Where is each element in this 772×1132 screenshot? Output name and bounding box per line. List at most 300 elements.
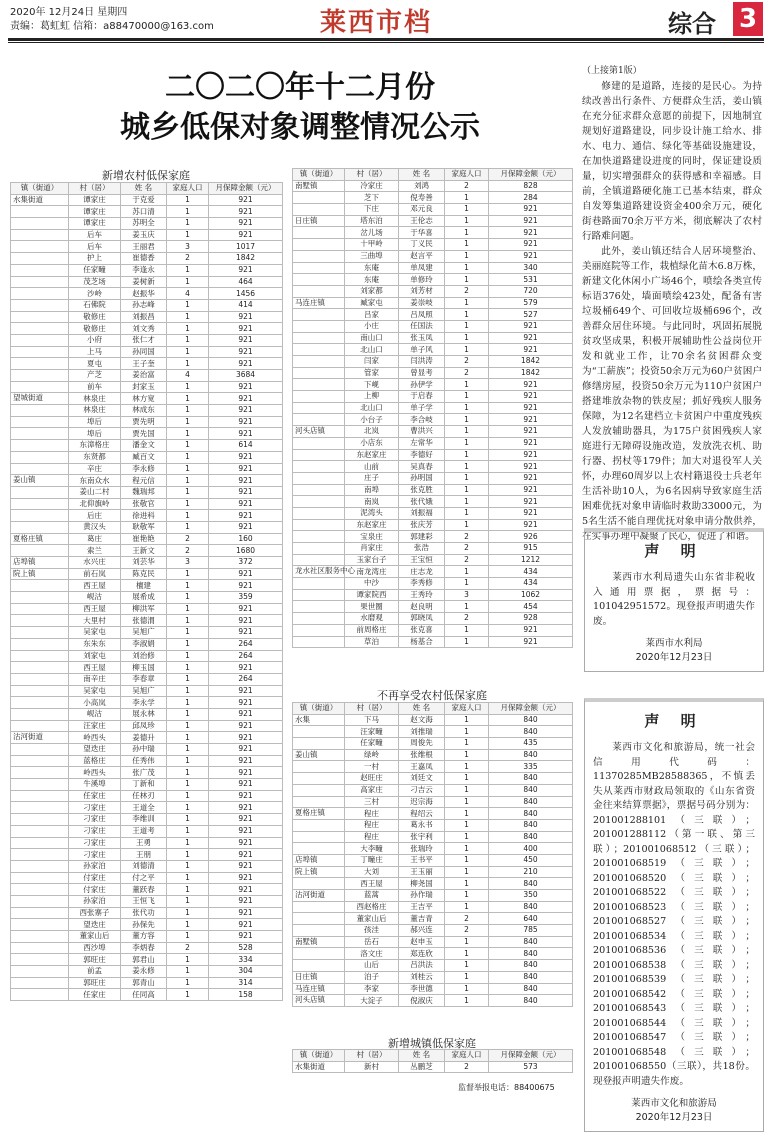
cell-village: 小府 <box>69 334 121 346</box>
cell-household: 1 <box>445 250 489 262</box>
table-row <box>11 370 283 382</box>
cell-amount: 340 <box>489 262 573 274</box>
table-row <box>11 884 283 896</box>
cell-amount: 921 <box>489 472 573 484</box>
cell-village: 上柳 <box>345 391 399 403</box>
page-number: 3 <box>733 2 763 36</box>
cell-town: 龙水社区服务中心 <box>293 566 345 578</box>
cell-name: 闫洪涛 <box>399 356 445 368</box>
cell-amount: 915 <box>489 543 573 555</box>
table-row <box>293 843 573 855</box>
cell-town: 沽河街道 <box>293 890 345 902</box>
table-row <box>11 837 283 849</box>
table-row <box>293 1061 573 1073</box>
cell-village: 泊子 <box>345 971 399 983</box>
cell-town <box>293 250 345 262</box>
new-rural-table-part2 <box>292 168 573 648</box>
cell-village: 北岚 <box>345 426 399 438</box>
cell-name: 张代功 <box>121 907 167 919</box>
cell-town <box>293 344 345 356</box>
cell-household: 1 <box>167 837 209 849</box>
cell-name: 孙作瑞 <box>399 890 445 902</box>
table-row <box>11 919 283 931</box>
table-row <box>11 977 283 989</box>
cell-household: 1 <box>445 578 489 590</box>
removed-rural-table <box>292 702 573 1007</box>
cell-town <box>11 218 69 230</box>
cell-town <box>293 819 345 831</box>
cell-amount: 1842 <box>209 253 283 265</box>
cell-household: 1 <box>445 749 489 761</box>
cell-household: 1 <box>167 884 209 896</box>
cell-name: 邱凤珍 <box>121 720 167 732</box>
table-row <box>11 405 283 417</box>
cell-amount: 527 <box>489 309 573 321</box>
cell-village: 埠后 <box>69 428 121 440</box>
cell-name: 檀建 <box>121 580 167 592</box>
cell-amount: 840 <box>489 936 573 948</box>
cell-household: 1 <box>167 767 209 779</box>
cell-amount: 573 <box>489 1061 573 1073</box>
cell-household: 1 <box>445 761 489 773</box>
table-row <box>293 854 573 866</box>
cell-town <box>11 405 69 417</box>
cell-amount: 921 <box>489 636 573 648</box>
cell-household: 1 <box>167 966 209 978</box>
cell-amount: 921 <box>489 449 573 461</box>
cell-town <box>293 531 345 543</box>
cell-village: 北山口 <box>345 402 399 414</box>
cell-household: 2 <box>445 613 489 625</box>
table-row <box>11 790 283 802</box>
cell-town <box>11 545 69 557</box>
cell-town <box>11 241 69 253</box>
cell-name: 展永林 <box>121 708 167 720</box>
table-row <box>293 332 573 344</box>
cell-name: 赵申玉 <box>399 936 445 948</box>
table-row <box>293 566 573 578</box>
cell-household: 1 <box>445 472 489 484</box>
table-row <box>293 437 573 449</box>
cell-amount: 921 <box>209 603 283 615</box>
new-urban-table <box>292 1049 573 1073</box>
table-row <box>293 531 573 543</box>
table-row <box>11 440 283 452</box>
cell-amount: 921 <box>489 437 573 449</box>
cell-amount: 921 <box>209 486 283 498</box>
cell-village: 小庄 <box>345 320 399 332</box>
cell-village: 新村 <box>345 1061 399 1073</box>
cell-town <box>11 860 69 872</box>
cell-town <box>293 461 345 473</box>
table-row <box>11 872 283 884</box>
cell-town: 姜山镇 <box>11 475 69 487</box>
cell-village: 大里村 <box>69 615 121 627</box>
cell-household: 1 <box>167 264 209 276</box>
cell-town <box>11 440 69 452</box>
footer-hotline: 监督举报电话：88400675 <box>458 1083 555 1092</box>
cell-town <box>293 913 345 925</box>
cell-village: 付家庄 <box>69 884 121 896</box>
cell-name: 丁义民 <box>399 239 445 251</box>
cell-amount: 921 <box>209 895 283 907</box>
table-row <box>293 831 573 843</box>
cell-name: 张敬官 <box>121 498 167 510</box>
notice-box-culture <box>584 698 764 1132</box>
cell-village: 谭家庄 <box>69 218 121 230</box>
table-row <box>11 849 283 861</box>
cell-name: 单子学 <box>399 402 445 414</box>
cell-name: 李逢永 <box>121 264 167 276</box>
cell-village: 西王屋 <box>69 580 121 592</box>
table-row <box>11 708 283 720</box>
col-town: 镇（街道） <box>11 183 69 195</box>
cell-amount: 921 <box>209 475 283 487</box>
cell-amount: 1212 <box>489 554 573 566</box>
cell-village: 蓝蒿 <box>345 890 399 902</box>
table-row <box>293 227 573 239</box>
table-row <box>11 393 283 405</box>
cell-name: 李春章 <box>121 673 167 685</box>
cell-name: 吴真春 <box>399 461 445 473</box>
cell-amount: 3684 <box>209 370 283 382</box>
table-row <box>293 554 573 566</box>
table-row <box>11 323 283 335</box>
cell-amount: 921 <box>209 732 283 744</box>
cell-town: 望城街道 <box>11 393 69 405</box>
cell-village: 上马 <box>69 346 121 358</box>
cell-town <box>293 843 345 855</box>
cell-village: 林泉庄 <box>69 393 121 405</box>
cell-village: 岘沽 <box>69 708 121 720</box>
table-row <box>293 297 573 309</box>
table-row <box>11 697 283 709</box>
cell-household: 3 <box>167 557 209 569</box>
cell-town: 南墅镇 <box>293 180 345 192</box>
cell-village: 东赵家庄 <box>345 519 399 531</box>
cell-name: 李世德 <box>399 983 445 995</box>
table-row <box>293 726 573 738</box>
cell-town <box>293 960 345 972</box>
cell-household: 1 <box>167 428 209 440</box>
cell-village: 敬修庄 <box>69 323 121 335</box>
cell-town <box>11 451 69 463</box>
cell-village: 产芝 <box>69 370 121 382</box>
cell-town <box>293 613 345 625</box>
cell-household: 2 <box>445 554 489 566</box>
cell-amount: 921 <box>209 825 283 837</box>
cell-name: 单修玲 <box>399 274 445 286</box>
cell-amount: 921 <box>209 919 283 931</box>
cell-village: 东赵家庄 <box>345 449 399 461</box>
table-row <box>11 229 283 241</box>
cell-name: 任国法 <box>399 320 445 332</box>
cell-amount: 334 <box>209 954 283 966</box>
cell-village: 小高岚 <box>69 697 121 709</box>
cell-village: 闫家 <box>345 356 399 368</box>
cell-town <box>293 878 345 890</box>
cell-village: 北仰旗岭 <box>69 498 121 510</box>
cell-household: 1 <box>445 332 489 344</box>
cell-amount: 579 <box>489 297 573 309</box>
cell-amount: 528 <box>209 942 283 954</box>
table-row <box>293 983 573 995</box>
table-row <box>293 819 573 831</box>
cell-village: 后庄 <box>69 510 121 522</box>
cell-household: 1 <box>167 755 209 767</box>
table-row <box>293 936 573 948</box>
cell-village: 刘家屯 <box>69 650 121 662</box>
cell-amount: 372 <box>209 557 283 569</box>
cell-village: 程庄 <box>345 819 399 831</box>
cell-household: 1 <box>445 344 489 356</box>
cell-household: 2 <box>167 942 209 954</box>
cell-amount: 921 <box>489 320 573 332</box>
cell-household: 1 <box>167 790 209 802</box>
cell-town <box>11 334 69 346</box>
cell-household: 1 <box>167 463 209 475</box>
cell-town <box>11 381 69 393</box>
cell-amount: 1017 <box>209 241 283 253</box>
cell-household: 2 <box>445 531 489 543</box>
cell-town: 马连庄镇 <box>293 297 345 309</box>
cell-village: 岭西头 <box>69 767 121 779</box>
cell-town <box>293 402 345 414</box>
cell-household: 1 <box>167 311 209 323</box>
table3-title: 不再享受农村低保家庭 <box>377 689 487 702</box>
cell-amount: 921 <box>489 379 573 391</box>
table-row <box>11 253 283 265</box>
cell-amount: 921 <box>209 416 283 428</box>
cell-town: 日庄镇 <box>293 971 345 983</box>
cell-amount: 928 <box>489 613 573 625</box>
cell-household: 1 <box>445 519 489 531</box>
cell-town <box>11 767 69 779</box>
cell-name: 柳洪军 <box>121 603 167 615</box>
cell-amount: 840 <box>489 726 573 738</box>
cell-name: 姜永修 <box>121 966 167 978</box>
cell-village: 西王屋 <box>69 662 121 674</box>
cell-household: 1 <box>445 831 489 843</box>
cell-name: 刘鸿 <box>399 180 445 192</box>
table-row <box>293 391 573 403</box>
cell-name: 孙中瑞 <box>121 744 167 756</box>
cell-village: 东庵 <box>345 262 399 274</box>
cell-town <box>293 784 345 796</box>
cell-household: 1 <box>445 566 489 578</box>
cell-village: 西王屋 <box>345 878 399 890</box>
table-row <box>293 215 573 227</box>
cell-household: 1 <box>167 486 209 498</box>
cell-household: 1 <box>167 662 209 674</box>
cell-town <box>11 323 69 335</box>
cell-town <box>293 543 345 555</box>
table-row <box>293 204 573 216</box>
cell-village: 南龙湾庄 <box>345 566 399 578</box>
table-row <box>11 381 283 393</box>
cell-name: 程绍云 <box>399 808 445 820</box>
cell-name: 崔艳艳 <box>121 533 167 545</box>
cell-household: 1 <box>445 960 489 972</box>
cell-household: 1 <box>445 784 489 796</box>
cell-town <box>293 391 345 403</box>
cell-village: 山前 <box>345 461 399 473</box>
cell-name: 李德好 <box>399 449 445 461</box>
cell-name: 郭君山 <box>121 954 167 966</box>
cell-name: 吕洪法 <box>399 960 445 972</box>
cell-household: 1 <box>445 402 489 414</box>
cell-name: 任林刃 <box>121 790 167 802</box>
col-town: 镇（街道） <box>293 1050 345 1062</box>
table-row <box>293 901 573 913</box>
table-row <box>293 960 573 972</box>
cell-town <box>11 744 69 756</box>
table-row <box>11 276 283 288</box>
article <box>582 64 762 544</box>
table-row <box>293 995 573 1007</box>
cell-name: 苏明全 <box>121 218 167 230</box>
cell-town <box>11 463 69 475</box>
table-row <box>11 954 283 966</box>
cell-village: 中沙 <box>345 578 399 590</box>
new-rural-table-part1 <box>10 182 283 1001</box>
cell-amount: 840 <box>489 808 573 820</box>
table-row <box>293 773 573 785</box>
cell-amount: 350 <box>489 890 573 902</box>
cell-town <box>11 837 69 849</box>
header-rule-thin <box>8 42 764 43</box>
cell-amount: 921 <box>209 498 283 510</box>
cell-household: 1 <box>445 936 489 948</box>
cell-name: 李永修 <box>121 463 167 475</box>
table-row <box>293 738 573 750</box>
cell-household: 1 <box>445 819 489 831</box>
cell-amount: 264 <box>209 638 283 650</box>
table-row <box>293 414 573 426</box>
cell-household: 4 <box>167 370 209 382</box>
cell-town <box>11 849 69 861</box>
editor-line: 责编：葛虹虹 信箱：a88470000@163.com <box>10 21 214 32</box>
cell-village: 丁疃庄 <box>345 854 399 866</box>
notice-org: 莱西市文化和旅游局 <box>631 1098 717 1109</box>
cell-household: 1 <box>167 849 209 861</box>
cell-town <box>293 948 345 960</box>
cell-amount: 921 <box>489 519 573 531</box>
cell-household: 1 <box>167 872 209 884</box>
cell-amount: 921 <box>209 463 283 475</box>
cell-village: 西沙埠 <box>69 942 121 954</box>
table-row <box>11 907 283 919</box>
cell-amount: 400 <box>489 843 573 855</box>
cell-amount: 921 <box>209 346 283 358</box>
cell-name: 王新文 <box>121 545 167 557</box>
cell-town: 店埠镇 <box>293 854 345 866</box>
cell-household: 1 <box>167 708 209 720</box>
notice-heading: 声 明 <box>644 542 704 560</box>
table-row <box>11 486 283 498</box>
col-name: 姓 名 <box>121 183 167 195</box>
cell-village: 水磨观 <box>345 613 399 625</box>
cell-amount: 921 <box>209 381 283 393</box>
table-row <box>293 878 573 890</box>
cell-village: 刁家庄 <box>69 849 121 861</box>
cell-amount: 921 <box>209 311 283 323</box>
cell-household: 1 <box>445 227 489 239</box>
cell-household: 1 <box>445 796 489 808</box>
cell-name: 董吉青 <box>399 913 445 925</box>
cell-household: 1 <box>167 229 209 241</box>
notice-box-water <box>584 528 764 672</box>
cell-village: 岘沽 <box>69 592 121 604</box>
cell-town <box>11 592 69 604</box>
cell-household: 1 <box>445 204 489 216</box>
cell-amount: 264 <box>209 650 283 662</box>
cell-amount: 921 <box>209 521 283 533</box>
cell-town <box>11 264 69 276</box>
table-row <box>11 358 283 370</box>
cell-household: 1 <box>445 320 489 332</box>
cell-household: 1 <box>167 895 209 907</box>
cell-village: 前车 <box>69 381 121 393</box>
cell-name: 吴旭广 <box>121 627 167 639</box>
cell-town <box>293 589 345 601</box>
table-row <box>11 521 283 533</box>
cell-household: 1 <box>445 215 489 227</box>
cell-household: 1 <box>167 954 209 966</box>
cell-name: 葛永书 <box>399 819 445 831</box>
cell-name: 赵振华 <box>121 288 167 300</box>
cell-name: 陈克民 <box>121 568 167 580</box>
cell-town: 沽河街道 <box>11 732 69 744</box>
cell-household: 1 <box>445 496 489 508</box>
table-row <box>293 367 573 379</box>
cell-name: 姜崇岐 <box>399 297 445 309</box>
cell-household: 1 <box>167 860 209 872</box>
cell-name: 姜德升 <box>121 732 167 744</box>
cell-village: 蓝格庄 <box>69 755 121 767</box>
cell-town <box>11 790 69 802</box>
cell-amount: 284 <box>489 192 573 204</box>
notice-body: 莱西市文化和旅游局，统一社会信用代码：11370285MB28588365，不慎丢失从莱西市财政局领取的《山东省资金往来结算票据》，票据号码分别为：201001288101（三联）；201001288112（第一联、第三联）；201001068512（三联）；201001068519（三联）；201001068520（三联）；201001068522（三联）；201001068523（三联）；201001068527（三联）；201001068534（三联）；201001068536（三联）；201001068538（三联）；201001068539（三联）；201001068542（三联）；201001068543（三联）；201001068544（三联）；201001068547（三联）；201001068548（三联）；201001068550（三联），共18份。现登报声明遗失作废。 <box>593 742 755 1087</box>
cell-town: 姜山镇 <box>293 749 345 761</box>
cell-village: 汪家庄 <box>69 720 121 732</box>
cell-household: 1 <box>167 334 209 346</box>
cell-household: 1 <box>445 437 489 449</box>
cell-village: 大李疃 <box>345 843 399 855</box>
cell-amount: 921 <box>209 849 283 861</box>
table-row <box>11 779 283 791</box>
cell-amount: 921 <box>489 239 573 251</box>
cell-amount: 926 <box>489 531 573 543</box>
cell-amount: 840 <box>489 749 573 761</box>
cell-household: 1 <box>445 890 489 902</box>
cell-name: 张克胜 <box>399 484 445 496</box>
cell-village: 敬修庄 <box>69 311 121 323</box>
cell-household: 1 <box>445 738 489 750</box>
cell-amount: 434 <box>489 578 573 590</box>
cell-name: 于启春 <box>399 391 445 403</box>
cell-town <box>293 519 345 531</box>
cell-town <box>293 239 345 251</box>
cell-village: 三村 <box>345 796 399 808</box>
notice-date: 2020年12月23日 <box>635 652 713 663</box>
cell-amount: 414 <box>209 299 283 311</box>
cell-town <box>293 484 345 496</box>
col-village: 村（居） <box>345 1050 399 1062</box>
cell-town <box>11 650 69 662</box>
cell-amount: 921 <box>489 496 573 508</box>
cell-village: 前周格庄 <box>345 624 399 636</box>
